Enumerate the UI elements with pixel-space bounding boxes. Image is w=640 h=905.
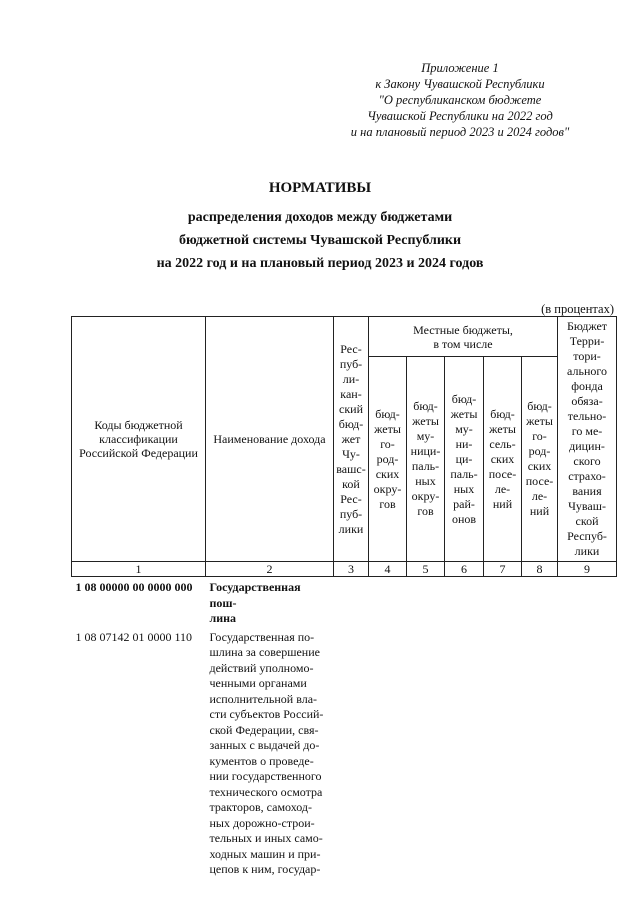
text-line: тракторов, самоход- <box>209 800 313 814</box>
column-number: 6 <box>445 562 484 577</box>
text-line: лики <box>574 544 600 558</box>
text-line: род- <box>528 444 551 458</box>
text-line: Чуваш- <box>568 499 606 513</box>
text-line: бюд- <box>490 406 515 421</box>
unit-note: (в процентах) <box>541 302 614 316</box>
norms-table <box>71 316 617 878</box>
text-line: Рес- <box>340 341 362 356</box>
title-main: НОРМАТИВЫ <box>268 180 372 196</box>
text-line: паль- <box>411 459 440 473</box>
text-line: Государственная по- <box>209 629 315 644</box>
text-line: действий уполномо- <box>209 660 314 675</box>
column-number: 9 <box>558 562 617 577</box>
text-line: кой <box>342 476 360 491</box>
header-codes <box>72 317 206 562</box>
appendix-line: к Закону Чувашской Республики <box>375 77 545 91</box>
header-republic-budget <box>334 317 369 562</box>
text-line: онов <box>451 511 477 526</box>
text-line: ле- <box>531 489 548 503</box>
text-line: ных <box>415 474 436 488</box>
document-title <box>0 176 640 275</box>
text-line: цепов к ним, государ- <box>209 862 321 876</box>
text-line: ни- <box>455 436 473 451</box>
text-line: му- <box>416 429 435 443</box>
column-number: 1 <box>72 562 206 577</box>
column-number: 7 <box>484 562 522 577</box>
text-line: Государственная пош- <box>209 580 301 610</box>
text-line: го- <box>380 436 395 451</box>
text-line: исполнительной вла- <box>209 691 318 706</box>
text-line: жеты <box>412 414 439 428</box>
text-line: бюд- <box>527 399 552 413</box>
column-number: 2 <box>206 562 334 577</box>
text-line: паль- <box>450 466 478 481</box>
text-line: бюд- <box>338 416 364 431</box>
text-line: рай- <box>453 496 475 511</box>
table-row <box>72 577 617 627</box>
text-line: Местные бюджеты, <box>413 322 513 337</box>
header-row-1 <box>72 317 617 357</box>
text-line: бюд- <box>451 391 477 406</box>
text-line: ального <box>567 364 607 378</box>
text-line: посе- <box>488 466 517 481</box>
title-line: на 2022 год и на плановый период 2023 и 2024 годов <box>156 256 484 271</box>
header-municipal-okrugs <box>407 357 445 562</box>
appendix-line: "О республиканском бюджете <box>378 93 542 107</box>
text-line: тори- <box>573 349 601 363</box>
table-row <box>72 627 617 878</box>
column-number: 8 <box>522 562 558 577</box>
text-line: обяза- <box>571 394 603 408</box>
text-line: тельных и иных само- <box>209 831 323 845</box>
text-line: пуб- <box>339 506 363 521</box>
text-line: фонда <box>571 379 603 393</box>
row-code: 1 08 07142 01 0000 110 <box>75 629 193 644</box>
text-line: ници- <box>410 444 441 458</box>
text-line: ний <box>492 496 513 511</box>
text-line: в том числе <box>433 336 493 351</box>
row-name <box>206 627 334 878</box>
appendix-line: Чувашской Республики на 2022 год <box>367 109 553 123</box>
text-line: сти субъектов Россий- <box>209 707 324 721</box>
text-line: гов <box>417 504 434 518</box>
text-line: ских <box>527 459 552 473</box>
title-line: распределения доходов между бюджетами <box>187 210 453 225</box>
text-line: Коды бюджетной <box>94 418 183 432</box>
text-line: окру- <box>411 489 440 503</box>
text-line: ский <box>339 401 363 416</box>
text-line: занных с выдачей до- <box>209 738 320 752</box>
text-line: го- <box>532 429 547 443</box>
text-line: лина <box>209 611 237 625</box>
text-line: ских <box>490 451 515 466</box>
text-line: Российской Федерации <box>79 446 198 460</box>
text-line: Чу- <box>342 446 360 461</box>
appendix-line: Приложение 1 <box>421 61 499 75</box>
text-line: бюд- <box>413 399 438 413</box>
text-line: ских <box>375 466 400 481</box>
text-line: кументов о проведе- <box>209 753 314 768</box>
header-municipal-districts <box>445 357 484 562</box>
text-line: шлина за совершение <box>209 645 320 659</box>
header-urban-settlements <box>522 357 558 562</box>
text-line: жеты <box>374 421 401 436</box>
text-line: классификации <box>99 432 178 446</box>
text-line: ской Федерации, свя- <box>209 722 319 737</box>
text-line: ле- <box>494 481 511 496</box>
text-line: лики <box>338 521 364 536</box>
text-line: кан- <box>340 386 362 401</box>
text-line: посе- <box>525 474 554 488</box>
text-line: пуб- <box>339 356 363 371</box>
text-line: Респуб- <box>567 529 607 543</box>
text-line: дицин- <box>569 439 605 453</box>
text-line: жеты <box>489 421 516 436</box>
text-line: вания <box>572 484 602 498</box>
text-line: страхо- <box>568 469 606 483</box>
header-tfoms-budget <box>558 317 617 562</box>
text-line: ского <box>573 454 601 468</box>
row-values <box>334 627 617 878</box>
text-line: жеты <box>450 406 478 421</box>
text-line: ных <box>453 481 475 496</box>
text-line: ли- <box>342 371 360 386</box>
row-name <box>206 577 334 627</box>
text-line: ченными органами <box>209 676 307 690</box>
header-name: Наименование дохода <box>206 317 334 562</box>
column-number: 4 <box>369 562 407 577</box>
column-number: 3 <box>334 562 369 577</box>
text-line: Бюджет <box>566 319 608 333</box>
row-values <box>334 577 617 627</box>
header-urban-districts <box>369 357 407 562</box>
text-line: технического осмотра <box>209 784 323 799</box>
text-line: го ме- <box>571 424 603 438</box>
text-line: нии государственного <box>209 769 322 783</box>
text-line: ци- <box>455 451 473 466</box>
row-code: 1 08 00000 00 0000 000 <box>75 580 193 594</box>
column-number-row <box>72 562 617 577</box>
text-line: Терри- <box>569 334 605 348</box>
text-line: жеты <box>526 414 553 428</box>
column-number: 5 <box>407 562 445 577</box>
text-line: сель- <box>489 436 516 451</box>
appendix-line: и на плановый период 2023 и 2024 годов" <box>350 125 570 139</box>
text-line: род- <box>376 451 399 466</box>
header-rural-settlements <box>484 357 522 562</box>
text-line: бюд- <box>375 406 400 421</box>
text-line: ходных машин и при- <box>209 846 321 861</box>
text-line: Рес- <box>340 491 362 506</box>
text-line: тельно- <box>567 409 607 423</box>
text-line: ской <box>575 514 599 528</box>
text-line: гов <box>379 496 396 511</box>
text-line: му- <box>455 421 473 436</box>
text-line: ных дорожно-строи- <box>209 815 315 830</box>
text-line: вашс- <box>336 461 366 476</box>
header-local-budgets <box>369 317 558 357</box>
text-line: ний <box>529 504 550 518</box>
text-line: окру- <box>373 481 402 496</box>
appendix-header <box>300 60 620 140</box>
title-line: бюджетной системы Чувашской Республики <box>178 233 462 248</box>
text-line: жет <box>341 431 361 446</box>
